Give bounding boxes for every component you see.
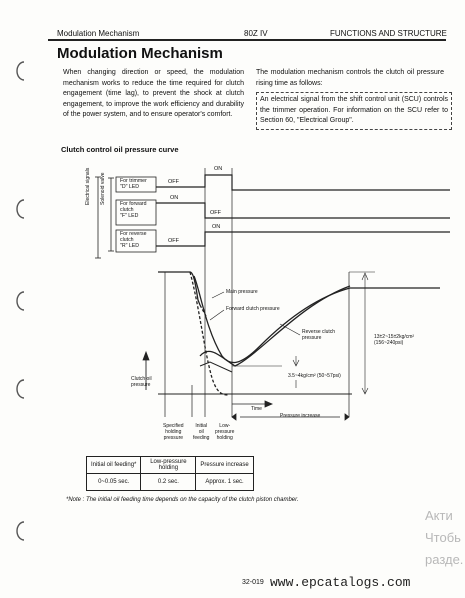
high-range-label: 13±2~15±2kg/cm² (156~240psi) [374,334,415,346]
trimmer-on-label: ON [214,166,223,172]
forward-signal-line [156,203,450,218]
page-number: 32-019 [242,579,264,586]
timing-table [86,456,254,491]
watermark-line-3: разде. [425,552,464,567]
reverse-signal-line [156,232,450,246]
watermark-line-2: Чтобь [425,530,461,545]
table-row [87,474,254,491]
table-cell: 0~0.05 sec. [87,474,141,491]
left-paragraph: When changing direction or speed, the modulation mechanism works to reduce the time required for clutch engagement (time lag), to prevent the shock at clutch engagement, to improve the work efficiency and durability of the power system, and to ensure operator's comfort. [63,69,244,118]
table-cell: Approx. 1 sec. [196,474,253,491]
right-paragraph: The modulation mechanism controls the clutch oil pressure rising time as follows: [256,69,444,87]
reverse-clutch-pressure-curve [200,286,350,366]
forward-on-label: ON [170,195,179,201]
header-left: Modulation Mechanism [57,29,140,38]
clutch-oil-pressure-label: Clutch oil pressure [131,376,152,388]
table-header-cell: Pressure increase [196,457,253,474]
specified-holding-pressure-label: Specified holding pressure [163,423,184,441]
table-header-cell: Initial oil feeding* [87,457,141,474]
main-pressure-label: Main pressure [226,289,258,295]
reverse-clutch-label: For reverse clutch "R" LED [120,231,147,249]
initial-oil-feeding-label: Initial oil feeding [193,423,210,441]
table-header-row [87,457,254,474]
note-box: An electrical signal from the shift control unit (SCU) controls the trimmer operation. For information on the SCU refer to Section 60, "Electrical Group". [256,92,452,130]
pressure-increase-label: Pressure increase [280,413,321,419]
forward-clutch-pressure-line [190,272,228,395]
section-title: Clutch control oil pressure curve [61,145,179,154]
forward-off-label: OFF [210,210,221,216]
page-title: Modulation Mechanism [57,45,223,62]
table-header-cell: Low-pressure holding [141,457,196,474]
low-range-label: 3.5~4kg/cm² (50~57psi) [288,373,341,379]
trimmer-label: For trimmer "D" LED [120,178,147,190]
header-right: FUNCTIONS AND STRUCTURE [330,29,447,38]
forward-clutch-pressure-label: Forward clutch pressure [226,306,280,312]
footnote: *Note : The initial oil feeding time depends on the capacity of the clutch piston chamber. [66,497,299,503]
reverse-off-label: OFF [168,238,179,244]
table-cell: 0.2 sec. [141,474,196,491]
reverse-on-label: ON [212,224,221,230]
site-url[interactable]: www.epcatalogs.com [270,575,411,590]
low-pressure-holding-label: Low- pressure holding [215,423,235,441]
time-label: Time [251,406,262,412]
reverse-clutch-pressure-label: Reverse clutch pressure [302,329,336,341]
trimmer-signal-line [156,175,450,190]
watermark-line-1: Акти [425,508,453,523]
forward-clutch-label: For forward clutch "F" LED [120,201,147,219]
trimmer-off-label: OFF [168,179,179,185]
header-center: 80Z IV [244,29,268,38]
